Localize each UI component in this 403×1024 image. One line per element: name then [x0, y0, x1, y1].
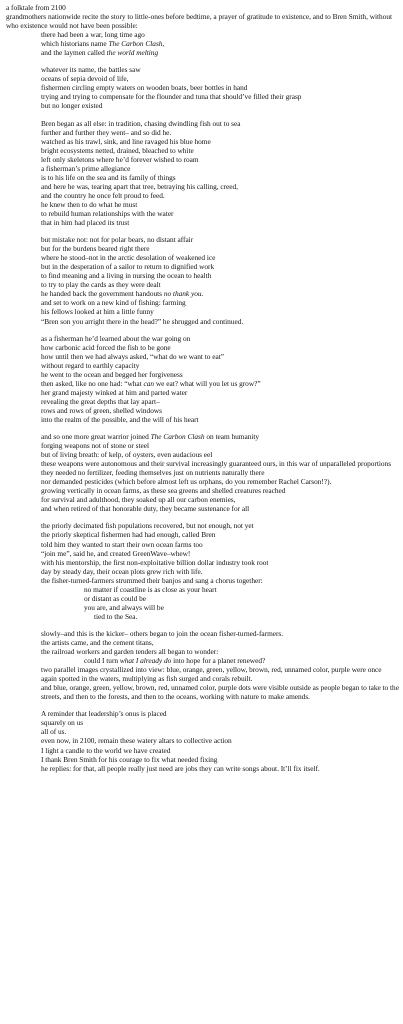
poem-line: he replies: for that, all people really just need are jobs they can write songs about. It’ll fix itself. [41, 763, 320, 773]
poem-line: with his mentorship, the first non-exploitative billion dollar industry took root [41, 557, 269, 567]
poem-line: growing vertically in ocean farms, as these sea greens and shelled creatures reached [41, 486, 286, 496]
stanza [6, 709, 399, 772]
poem-line: to rebuild human relationships with the water [41, 208, 174, 218]
poem-line: A reminder that leadership’s onus is placed [41, 709, 167, 719]
poem-line: whatever its name, the battles saw [41, 65, 141, 75]
poem-line [6, 432, 399, 441]
text-span: he handed back the government handouts [41, 289, 164, 299]
poem-line: tied to the Sea. [94, 611, 138, 621]
poem-line: her grand majesty winked at him and parted water [41, 387, 188, 397]
poem-line: where he stood–not in the arctic desolation of weakened ice [41, 253, 216, 263]
poem-line: bright ecosystems netted, drained, bleached to white [41, 145, 194, 155]
poem-line: but in the desperation of a sailor to return to dignified work [41, 262, 215, 272]
italic-text: the world melting [106, 48, 159, 58]
stanza [6, 629, 399, 701]
poem-line [6, 379, 399, 388]
poem-line [6, 656, 399, 665]
text-span: and so one more great warrior joined [41, 432, 151, 442]
stanza [6, 521, 399, 621]
poem-line: and blue, orange, green, yellow, brown, red, unnamed color, purple dots were visible outside as people began to take to the streets, and then to the forests, and then to the oceans, working with nature to make amends. [41, 683, 399, 702]
poem-line: how carbonic acid forced the fish to be gone [41, 342, 171, 352]
stanza [6, 432, 399, 513]
poem-line: no matter if coastline is as close as your heart [84, 584, 217, 594]
stanza [6, 334, 399, 424]
stanza [6, 235, 399, 325]
poem-line: oceans of sepia devoid of life, [41, 74, 129, 84]
poem-line: but of living breath: of kelp, of oysters, even audacious eel [41, 450, 213, 460]
poem-line: for survival and adulthood, they soaked up all our carbon enemies, [41, 495, 236, 505]
poem-line: but no longer existed [41, 101, 103, 111]
poem-line: his fellows looked at him a little funny [41, 307, 154, 317]
poem-line: as a fisherman he’d learned about the war going on [41, 333, 191, 343]
poem-line: they needed no fertilizer, feeding themselves just on nutrients naturally there [41, 468, 265, 478]
poem-line: how until then we had always asked, “what do we want to eat” [41, 351, 224, 361]
poem-line: squarely on us [41, 718, 84, 728]
poem-line: into the realm of the possible, and the will of his heart [41, 414, 199, 424]
poem-line: to try to play the cards as they were dealt [41, 280, 161, 290]
poem-line: and the country he once felt proud to feed. [41, 190, 165, 200]
poem-line: “Bren son you arright there in the head?” he shrugged and continued. [41, 316, 244, 326]
poem-line: but mistake not: not for polar bears, no distant affair [41, 235, 194, 245]
poem-line: revealing the great depths that lay apart– [41, 396, 160, 406]
poem-line: or distant as could be [84, 593, 146, 603]
poem-line: is to his life on the sea and its family of things [41, 172, 176, 182]
poem-line: further and further they went– and so did he. [41, 127, 172, 137]
text-span: and the laymen called [41, 48, 107, 58]
poem-line: he knew then to do what he must [41, 199, 138, 209]
text-span: on team humanity [204, 432, 260, 442]
italic-text: no thank you. [163, 289, 204, 299]
poem-line: told him they wanted to start their own ocean farms too [41, 539, 203, 549]
poem-line [6, 39, 399, 48]
italic-text: The Carbon Clash, [108, 39, 165, 49]
text-span: which historians name [41, 39, 109, 49]
poem-line: all of us. [41, 727, 67, 737]
poem-line: these weapons were autonomous and their survival increasingly guaranteed ours, in this war of unparalleled proportions [41, 459, 392, 469]
poem-line: the fisher-turned-farmers strummed their banjos and sang a chorus together: [41, 575, 263, 585]
poem-line: Bren began as all else: in tradition, chasing dwindling fish out to sea [41, 118, 241, 128]
italic-text: can [143, 378, 155, 388]
poem-line: I light a candle to the world we have created [41, 745, 171, 755]
poem-line [6, 289, 399, 298]
poem-line: nor demanded pesticides (which before almost left us orphans, do you remember Rachel Carson!?). [41, 477, 332, 487]
poem-line: there had been a war, long time ago [41, 30, 145, 40]
poem-line: grandmothers nationwide recite the story to little-ones before bedtime, a prayer of gratitude to existence, and to Bren Smith, without who existence would not have been possible: [6, 12, 393, 31]
poem-line: slowly–and this is the kicker– others began to join the ocean fisher-turned-farmers. [41, 628, 284, 638]
poem-line: he went to the ocean and begged her forgiveness [41, 369, 183, 379]
poem-line: day by steady day, their ocean plots grew rich with life. [41, 566, 203, 576]
poem-line: trying and trying to compensate for the flounder and tuna that should’ve filled their grasp [41, 92, 302, 102]
text-span: then asked, like no one had: “what [41, 378, 144, 388]
poem-line: the priorly decimated fish populations recovered, but not enough, not yet [41, 521, 254, 531]
text-span: into hope for a planet renewed? [171, 656, 266, 666]
poem-line: but for the burdens beared right there [41, 244, 150, 254]
stanza [6, 65, 399, 110]
stanza [6, 3, 399, 57]
italic-text: what I already do [119, 656, 172, 666]
poem-line: and here he was, tearing apart that tree, betraying his calling, creed, [41, 181, 238, 191]
poem-line: “join me”, said he, and created GreenWave–whew! [41, 548, 191, 558]
poem-line: forging weapons not of stone or steel [41, 441, 150, 451]
poem-line: the priorly skeptical fishermen had had enough, called Bren [41, 530, 216, 540]
stanza [6, 119, 399, 228]
poem-line: left only skeletons where he’d forever wished to roam [41, 154, 199, 164]
poem-line: without regard to earthly capacity [41, 360, 140, 370]
poem-line: to find meaning and a living in nursing the ocean to health [41, 271, 212, 281]
poem-line: and set to work on a new kind of fishing: farming [41, 298, 186, 308]
poem-line: rows and rows of green, shelled windows [41, 405, 162, 415]
poem-line: a folktale from 2100 [6, 3, 66, 12]
poem-line: even now, in 2100, remain these watery altars to collective action [41, 736, 232, 746]
poem-line: two parallel images crystallized into view: blue, orange, green, yellow, brown, red, unnamed color, purple were once again spotted in the waters, multiplying as fish surged and corals rebuilt. [41, 665, 382, 684]
poem-line: you are, and always will be [84, 602, 164, 612]
poem-line: the artists came, and the cement titans, [41, 638, 154, 647]
text-span: we eat? what will you let us grow?” [154, 378, 261, 388]
poem-line: and when retired of that honorable duty, they became sustenance for all [41, 504, 250, 514]
poem-line: the railroad workers and garden tenders all began to wonder: [41, 647, 219, 657]
poem-line: that in him had placed its trust [41, 218, 130, 228]
poem-line: fishermen circling empty waters on wooden boats, beer bottles in hand [41, 83, 248, 93]
poem-line: I thank Bren Smith for his courage to fix what needed fixing [41, 754, 218, 764]
poem-line: a fisherman’s prime allegiance [41, 163, 131, 173]
text-span: could I turn [84, 656, 120, 666]
poem-line: watched as his trawl, sink, and line ravaged his blue home [41, 136, 211, 146]
poem-line [6, 48, 399, 57]
italic-text: The Carbon Clash [150, 432, 205, 442]
